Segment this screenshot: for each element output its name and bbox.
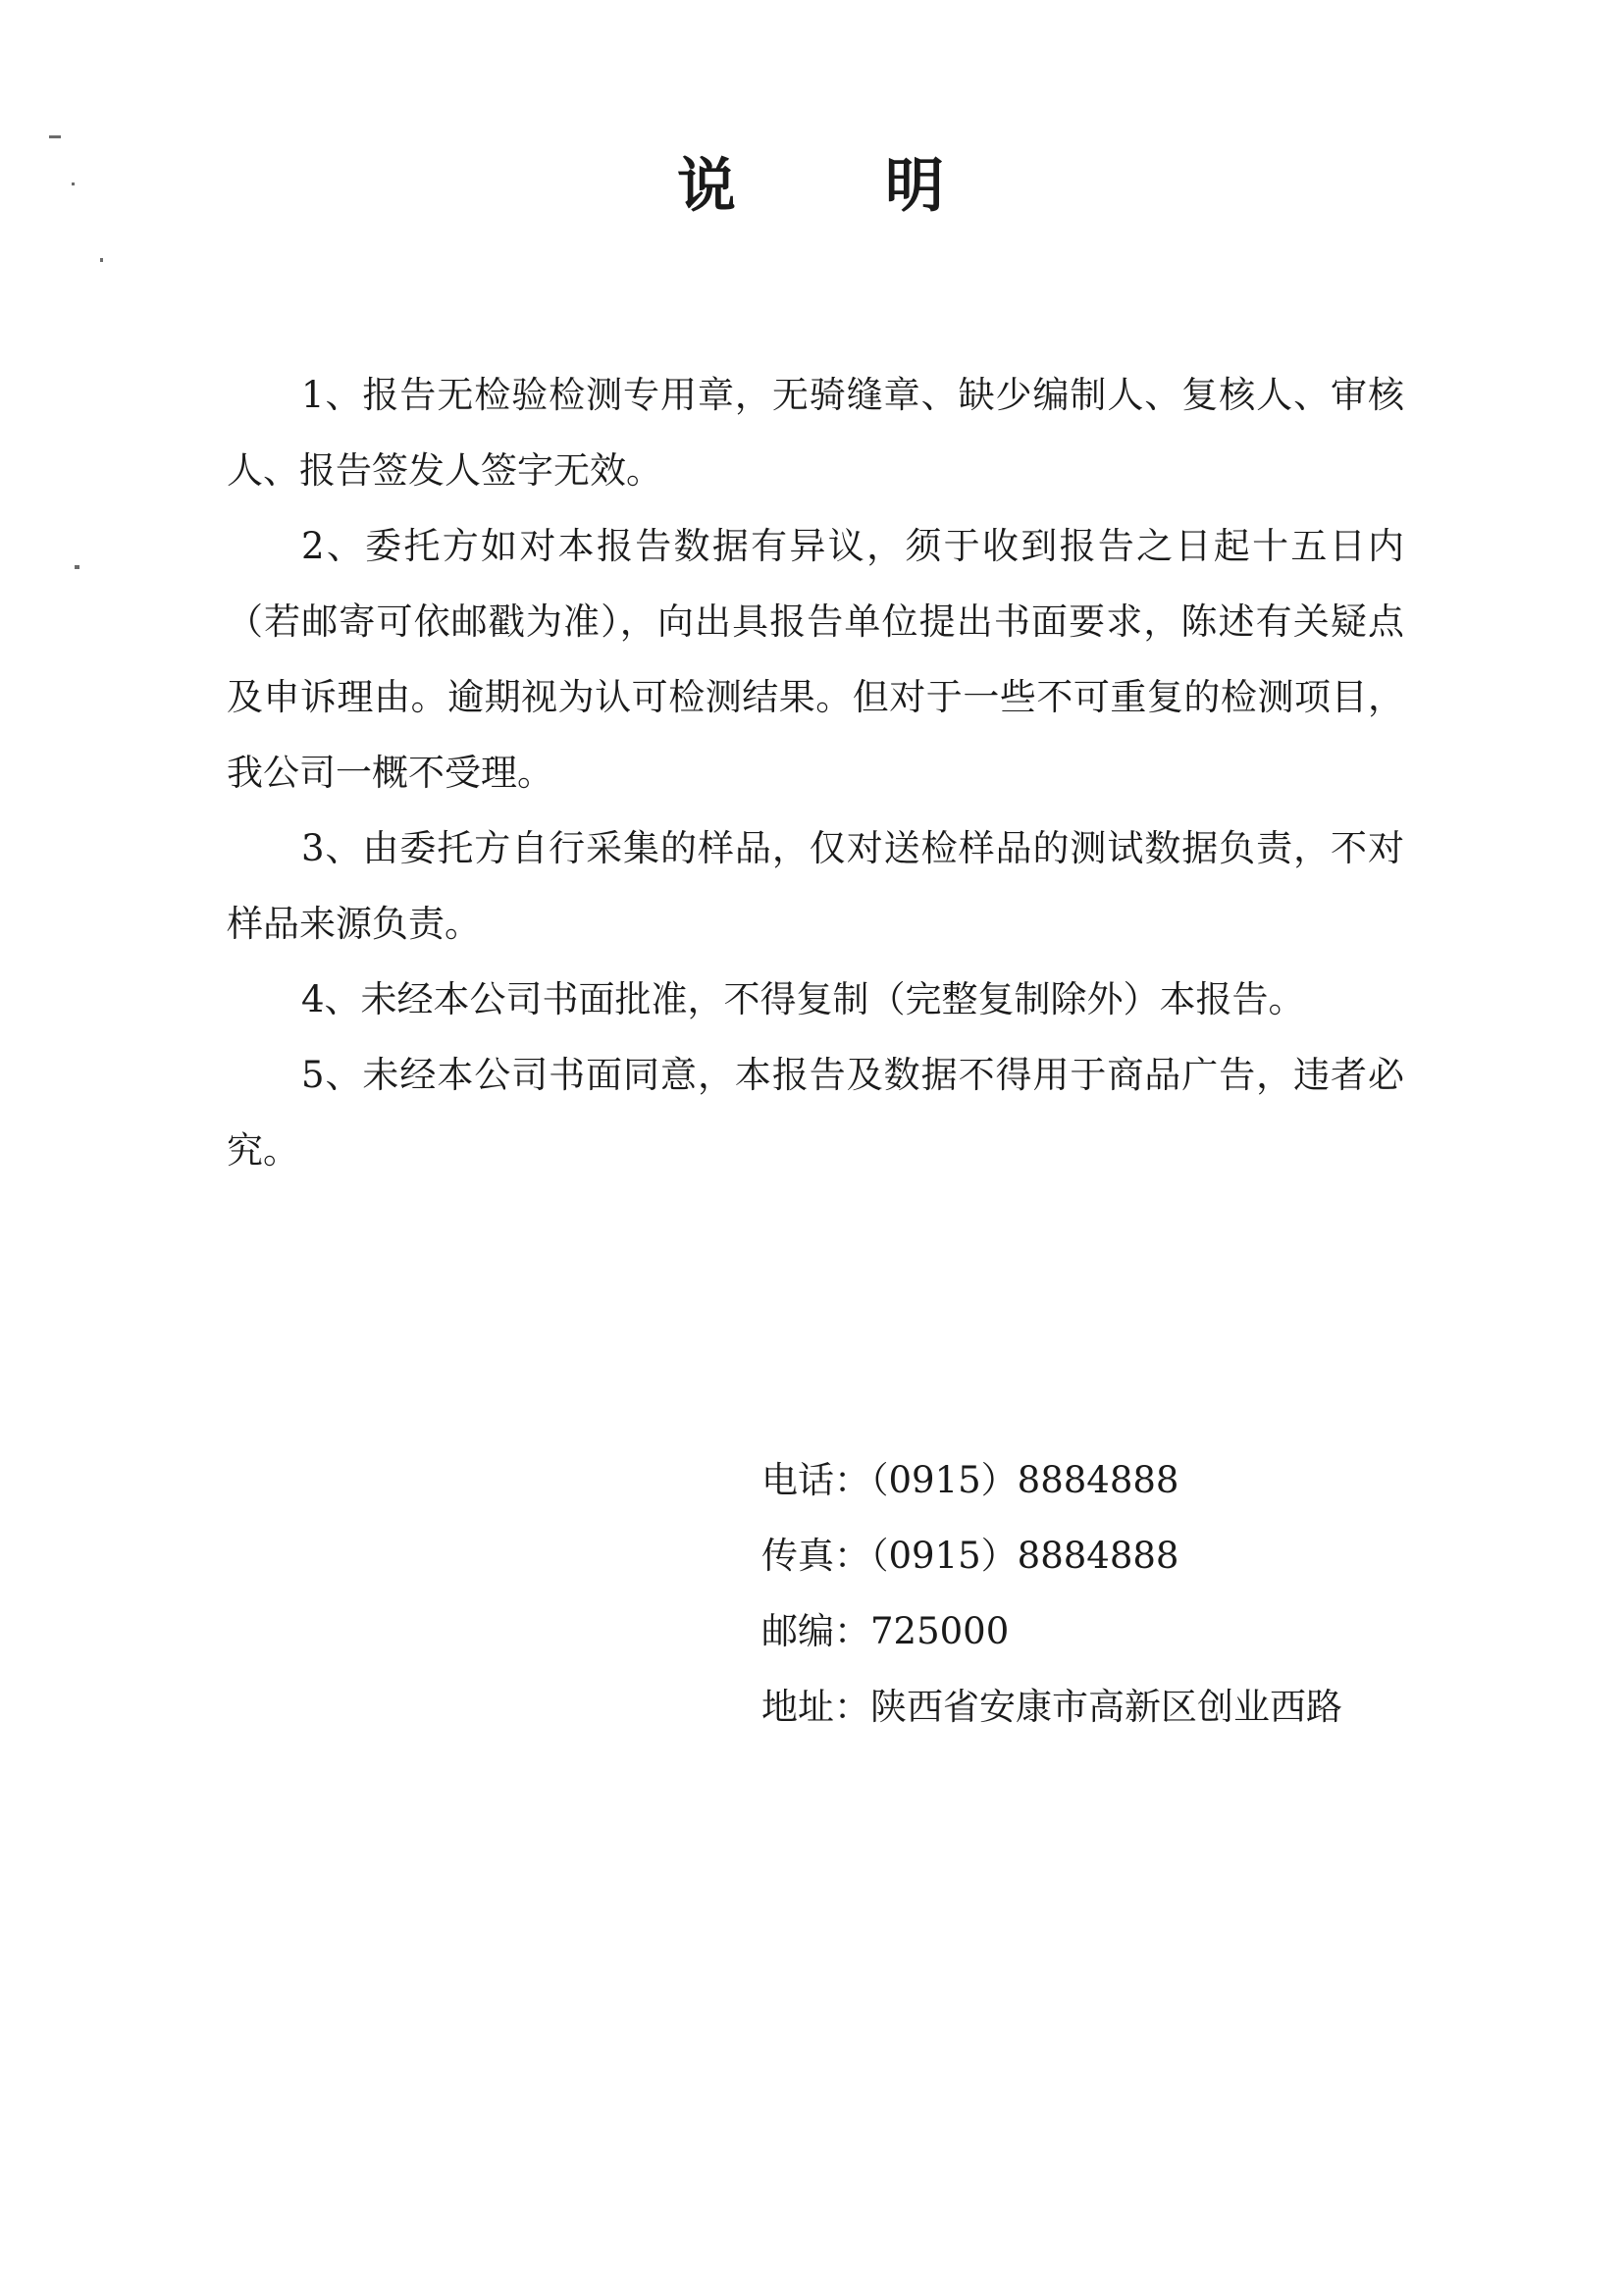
page-title <box>0 147 1623 226</box>
clause-5: 5、未经本公司书面同意，本报告及数据不得用于商品广告，违者必究。 <box>227 1054 1404 1172</box>
contact-fax: 传真：（0915）8884888 <box>761 1535 1179 1577</box>
scan-speck <box>49 135 61 138</box>
clause-1: 1、报告无检验检测专用章，无骑缝章、缺少编制人、复核人、审核人、报告签发人签字无效。 <box>227 374 1404 492</box>
title-char-right: 明 <box>885 152 946 221</box>
contact-postcode: 邮编：725000 <box>761 1610 1010 1652</box>
scan-speck <box>72 183 75 185</box>
title-char-left: 说 <box>677 152 738 221</box>
scan-speck <box>75 565 79 569</box>
clause-3: 3、由委托方自行采集的样品，仅对送检样品的测试数据负责，不对样品来源负责。 <box>227 827 1404 945</box>
scan-speck <box>100 258 103 262</box>
contact-block <box>761 1442 1468 1745</box>
clause-4: 4、未经本公司书面批准，不得复制（完整复制除外）本报告。 <box>301 978 1305 1020</box>
contact-address: 地址：陕西省安康市高新区创业西路 <box>761 1686 1342 1728</box>
contact-phone: 电话：（0915）8884888 <box>761 1459 1179 1501</box>
clause-list <box>227 357 1404 1188</box>
clause-2: 2、委托方如对本报告数据有异议，须于收到报告之日起十五日内（若邮寄可依邮戳为准），向出具报告单位提出书面要求，陈述有关疑点及申诉理由。逾期视为认可检测结果。但对于一些不可重复的检测项目，我公司一概不受理。 <box>227 525 1404 794</box>
